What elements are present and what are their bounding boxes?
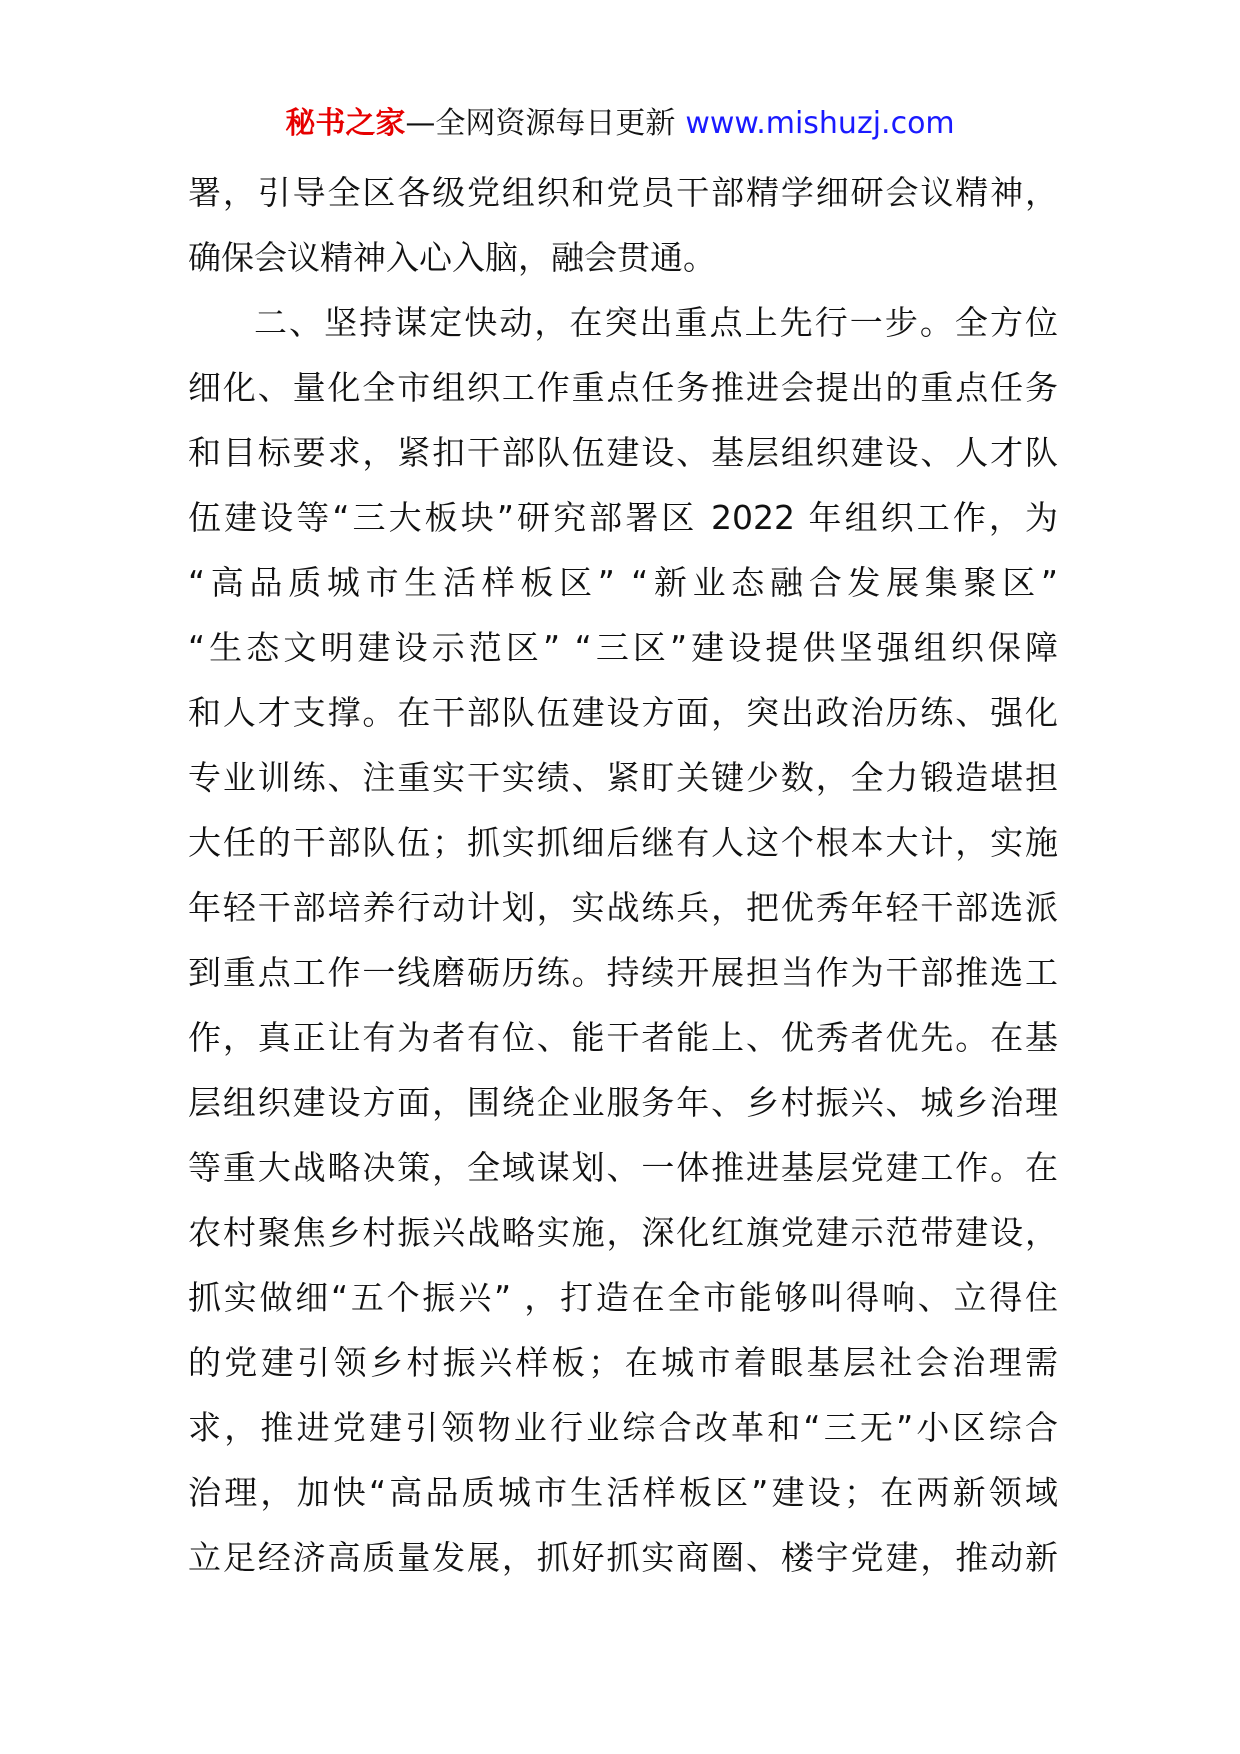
page-header xyxy=(0,100,1240,148)
text-line: “生态文明建设示范区” “三区”建设提供坚强组织保障 xyxy=(188,628,1058,667)
text-line: 年轻干部培养行动计划，实战练兵，把优秀年轻干部选派 xyxy=(188,888,1058,927)
text-line: 求，推进党建引领物业行业综合改革和“三无”小区综合 xyxy=(188,1408,1058,1447)
text-line: 抓实做细“五个振兴” ，打造在全市能够叫得响、立得住 xyxy=(188,1278,1058,1317)
header-tagline: —全网资源每日更新 xyxy=(405,106,676,141)
text-line: “高品质城市生活样板区” “新业态融合发展集聚区” xyxy=(188,563,1058,602)
text-line: 的党建引领乡村振兴样板；在城市着眼基层社会治理需 xyxy=(188,1343,1058,1382)
text-line: 伍建设等“三大板块”研究部署区 2022 年组织工作，为 xyxy=(188,498,1058,537)
document-body xyxy=(188,160,1058,1590)
text-line: 立足经济高质量发展，抓好抓实商圈、楼宇党建，推动新 xyxy=(188,1538,1058,1577)
section-heading-line: 二、坚持谋定快动，在突出重点上先行一步。全方位 xyxy=(254,303,1058,342)
text-line: 和人才支撑。在干部队伍建设方面，突出政治历练、强化 xyxy=(188,693,1058,732)
text-line: 农村聚焦乡村振兴战略实施，深化红旗党建示范带建设， xyxy=(188,1213,1058,1252)
text-line: 等重大战略决策，全域谋划、一体推进基层党建工作。在 xyxy=(188,1148,1058,1187)
text-line: 细化、量化全市组织工作重点任务推进会提出的重点任务 xyxy=(188,368,1058,407)
site-link[interactable]: www.mishuzj.com xyxy=(685,106,955,141)
text-line: 层组织建设方面，围绕企业服务年、乡村振兴、城乡治理 xyxy=(188,1083,1058,1122)
brand-name: 秘书之家 xyxy=(285,106,406,141)
text-line: 治理，加快“高品质城市生活样板区”建设；在两新领域 xyxy=(188,1473,1058,1512)
text-line: 大任的干部队伍；抓实抓细后继有人这个根本大计，实施 xyxy=(188,823,1058,862)
text-line: 署，引导全区各级党组织和党员干部精学细研会议精神， xyxy=(188,173,1058,212)
text-line: 和目标要求，紧扣干部队伍建设、基层组织建设、人才队 xyxy=(188,433,1058,472)
text-line: 作，真正让有为者有位、能干者能上、优秀者优先。在基 xyxy=(188,1018,1058,1057)
text-line: 确保会议精神入心入脑，融会贯通。 xyxy=(188,238,716,277)
text-line: 专业训练、注重实干实绩、紧盯关键少数，全力锻造堪担 xyxy=(188,758,1058,797)
text-line: 到重点工作一线磨砺历练。持续开展担当作为干部推选工 xyxy=(188,953,1058,992)
